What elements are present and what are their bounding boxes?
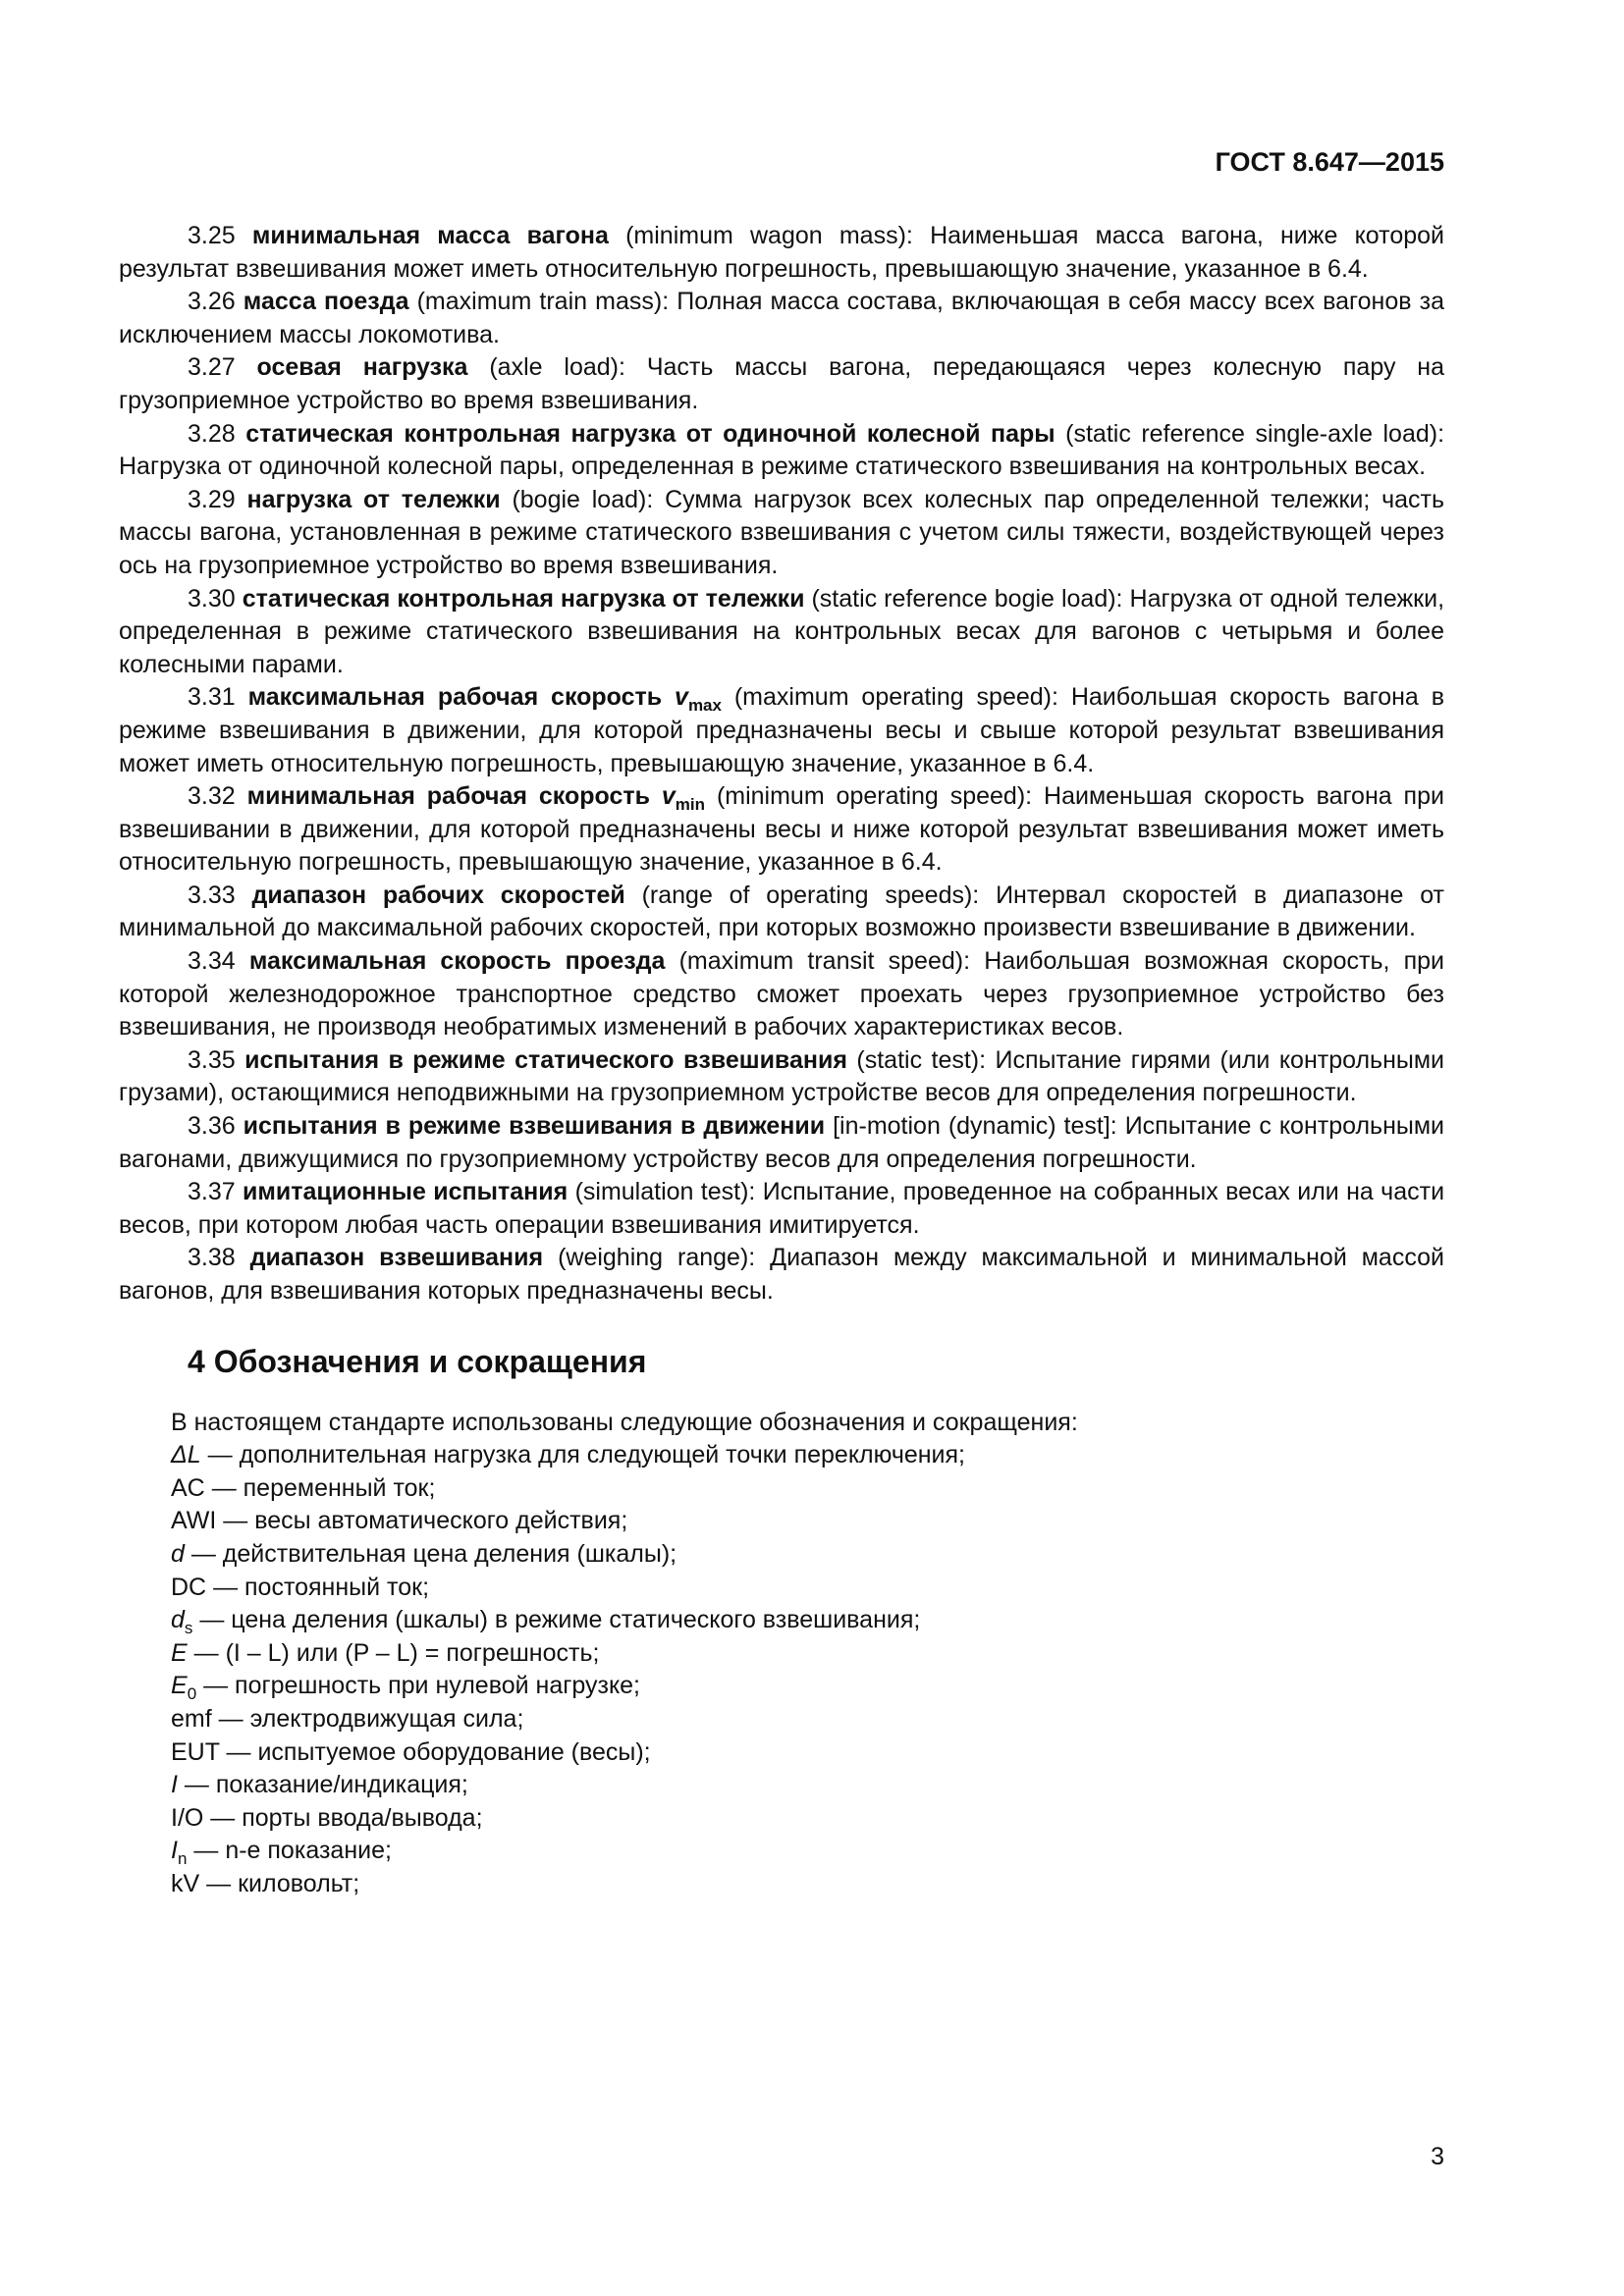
- abbreviation-item: [171, 1439, 1444, 1472]
- definition-text: Испытание, проведенное на собранных весах или на части весов, при котором любая часть операции взвешивания имитируется.: [119, 1178, 1445, 1239]
- abbreviation-description: — испытуемое оборудование (весы);: [226, 1737, 651, 1766]
- definition-3-34: [119, 945, 1444, 1044]
- definition-term: диапазон рабочих скоростей: [251, 881, 625, 909]
- abbreviation-symbol: d: [171, 1539, 185, 1568]
- definition-number: 3.28: [188, 419, 236, 448]
- definition-3-26: [119, 286, 1444, 351]
- definition-term: диапазон взвешивания: [249, 1244, 544, 1272]
- definition-3-31: [119, 681, 1444, 780]
- abbreviation-symbol: emf: [171, 1704, 212, 1733]
- abbreviation-description: — весы автоматического действия;: [223, 1507, 628, 1535]
- definition-term: статическая контрольная нагрузка от тележки: [242, 584, 805, 613]
- definition-english: (maximum transit speed):: [678, 947, 971, 976]
- definition-3-35: [119, 1044, 1444, 1110]
- definition-text: Наибольшая скорость вагона в режиме взвешивания в движении, для которой предназначены весы и свыше которой результат взвешивания может иметь относительную погрешность, превышающую значение, указанное в 6.4.: [119, 683, 1444, 777]
- abbreviation-description: — киловольт;: [206, 1869, 360, 1897]
- definition-term: минимальная масса вагона: [251, 222, 609, 249]
- definition-term: максимальная рабочая скорость: [247, 683, 663, 712]
- abbreviation-description: — цена деления (шкалы) в режиме статического взвешивания;: [199, 1606, 921, 1634]
- definition-term: осевая нагрузка: [256, 353, 468, 382]
- abbreviation-item: [171, 1835, 1444, 1868]
- definition-number: 3.33: [188, 881, 236, 909]
- abbreviation-subscript: s: [184, 1619, 193, 1638]
- abbreviation-symbol: I/O: [171, 1803, 204, 1832]
- abbreviation-item: [171, 1572, 1444, 1605]
- definition-english: (range of operating speeds):: [641, 881, 980, 909]
- definition-3-27: [119, 351, 1444, 417]
- abbreviation-item: [171, 1703, 1444, 1736]
- abbreviation-symbol: DC: [171, 1573, 207, 1601]
- abbreviation-description: — дополнительная нагрузка для следующей точки переключения;: [207, 1441, 966, 1469]
- definition-text: Наибольшая возможная скорость, при которой железнодорожное транспортное средство сможет проехать через грузоприемное устройство без взвешивания, не производя необратимых изменений в рабочих характеристиках весов.: [119, 947, 1445, 1041]
- abbreviation-description: — (I – L) или (P – L) = погрешность;: [193, 1638, 600, 1667]
- abbreviation-description: — показание/индикация;: [184, 1771, 468, 1799]
- definition-3-38: [119, 1242, 1444, 1308]
- abbreviation-item: [171, 1505, 1444, 1538]
- section-4-intro: В настоящем стандарте использованы следующие обозначения и сокращения:: [171, 1408, 1078, 1436]
- definition-english: (axle load):: [489, 353, 625, 382]
- page-number: 3: [1431, 2143, 1444, 2170]
- abbreviation-item: [171, 1736, 1444, 1770]
- definition-3-37: [119, 1176, 1444, 1242]
- section-4-title: 4 Обозначения и сокращения: [188, 1343, 647, 1379]
- definition-english: (bogie load):: [512, 485, 654, 513]
- definition-english: (static reference single-axle load):: [1065, 419, 1445, 448]
- definition-number: 3.25: [188, 222, 236, 249]
- abbreviation-symbol: E: [171, 1672, 188, 1700]
- definition-term: минимальная рабочая скорость: [246, 782, 650, 811]
- abbreviation-description: — погрешность при нулевой нагрузке;: [203, 1672, 641, 1700]
- definition-text: Нагрузка от одной тележки, определенная в режиме статического взвешивания на контрольных весах для вагонов с четырьмя и более колесными парами.: [119, 584, 1445, 678]
- definition-3-33: [119, 880, 1444, 945]
- abbreviation-symbol: EUT: [171, 1737, 220, 1766]
- abbreviation-item: [171, 1637, 1444, 1671]
- definition-text: Диапазон между максимальной и минимальной массой вагонов, для взвешивания которых предназначены весы.: [119, 1244, 1444, 1305]
- abbreviation-description: — порты ввода/вывода;: [210, 1803, 483, 1832]
- abbreviation-item: [171, 1604, 1444, 1637]
- abbreviation-item: [171, 1472, 1444, 1506]
- definition-term: максимальная скорость проезда: [248, 947, 666, 976]
- definition-number: 3.35: [188, 1045, 236, 1074]
- definition-text: Интервал скоростей в диапазоне от минимальной до максимальной рабочих скоростей, при которых возможно произвести взвешивание в движении.: [119, 881, 1444, 942]
- definition-number: 3.38: [188, 1244, 236, 1272]
- definition-number: 3.26: [188, 288, 236, 316]
- abbreviation-item: [171, 1868, 1444, 1901]
- definition-term: испытания в режиме статического взвешивания: [244, 1045, 847, 1074]
- definition-term: имитационные испытания: [243, 1178, 568, 1206]
- abbreviation-symbol: E: [171, 1638, 188, 1667]
- definition-number: 3.30: [188, 584, 236, 613]
- definition-3-30: [119, 583, 1444, 682]
- abbreviation-symbol: AC: [171, 1473, 205, 1502]
- definition-term: масса поезда: [243, 288, 409, 316]
- definition-3-25: [119, 220, 1444, 286]
- abbreviation-description: — n-е показание;: [193, 1837, 392, 1865]
- abbreviation-subscript: n: [177, 1849, 188, 1869]
- definition-text: Испытание гирями (или контрольными грузами), остающимися неподвижными на грузоприемном устройстве весов для определения погрешности.: [119, 1045, 1444, 1107]
- definition-text: Часть массы вагона, передающаяся через колесную пару на грузоприемное устройство во время взвешивания.: [119, 353, 1445, 414]
- abbreviation-symbol: ΔL: [171, 1441, 201, 1469]
- definition-number: 3.32: [188, 782, 236, 811]
- definition-english: (static test):: [856, 1045, 987, 1074]
- speed-symbol: v: [661, 782, 676, 811]
- abbreviation-item: [171, 1802, 1444, 1836]
- speed-symbol-subscript: min: [675, 795, 706, 815]
- definition-number: 3.31: [188, 683, 236, 712]
- definition-text: Сумма нагрузок всех колесных пар определенной тележки; часть массы вагона, установленная в режиме статического взвешивания с учетом силы тяжести, воздействующей через ось на грузоприемное устройство во время взвешивания.: [119, 485, 1445, 579]
- speed-symbol: v: [675, 683, 688, 712]
- definition-text: Нагрузка от одиночной колесной пары, определенная в режиме статического взвешивания на контрольных весах.: [119, 453, 1427, 481]
- definition-number: 3.34: [188, 947, 236, 976]
- page-body: [119, 220, 1444, 1901]
- definition-number: 3.29: [188, 485, 236, 513]
- definition-number: 3.27: [188, 353, 236, 382]
- definition-3-28: [119, 418, 1444, 484]
- abbreviation-description: — переменный ток;: [211, 1473, 436, 1502]
- abbreviation-symbol: kV: [171, 1869, 200, 1897]
- definition-english: [in-motion (dynamic) test]:: [833, 1112, 1117, 1141]
- abbreviation-symbol: I: [171, 1771, 178, 1799]
- abbreviation-item: [171, 1538, 1444, 1572]
- standard-header: ГОСТ 8.647—2015: [1215, 147, 1444, 177]
- definition-3-29: [119, 484, 1444, 583]
- abbreviation-symbol: d: [171, 1606, 185, 1634]
- definition-english: (minimum operating speed):: [716, 782, 1033, 811]
- definition-text: Наименьшая скорость вагона при взвешивании в движении, для которой предназначены весы и ниже которой результат взвешивания может иметь относительную погрешность, превышающую значение, указанное в 6.4.: [119, 782, 1444, 877]
- speed-symbol-subscript: max: [687, 696, 722, 716]
- definition-english: (maximum train mass):: [416, 288, 670, 316]
- definition-english: (weighing range):: [558, 1244, 756, 1272]
- abbreviation-description: — электродвижущая сила;: [218, 1704, 524, 1733]
- definition-text: Наименьшая масса вагона, ниже которой результат взвешивания может иметь относительную погрешность, превышающую значение, указанное в 6.4.: [119, 222, 1445, 283]
- definition-term: нагрузка от тележки: [246, 485, 501, 513]
- definition-3-32: [119, 780, 1444, 880]
- definition-english: (minimum wagon mass):: [625, 222, 913, 249]
- abbreviation-description: — действительная цена деления (шкалы);: [190, 1539, 677, 1568]
- definition-english: (simulation test):: [574, 1178, 756, 1206]
- definition-english: (maximum operating speed):: [733, 683, 1058, 712]
- definition-term: испытания в режиме взвешивания в движении: [243, 1112, 826, 1141]
- definition-text: Испытание с контрольными вагонами, движущимися по грузоприемному устройству весов для определения погрешности.: [119, 1112, 1445, 1173]
- definition-text: Полная масса состава, включающая в себя массу всех вагонов за исключением массы локомотива.: [119, 288, 1444, 348]
- abbreviation-item: [171, 1670, 1444, 1703]
- abbreviation-subscript: 0: [187, 1684, 197, 1704]
- definition-number: 3.37: [188, 1178, 236, 1206]
- abbreviation-item: [171, 1769, 1444, 1802]
- definition-english: (static reference bogie load):: [811, 584, 1123, 613]
- abbreviation-symbol: I: [171, 1837, 178, 1865]
- definition-3-36: [119, 1110, 1444, 1176]
- abbreviation-description: — постоянный ток;: [213, 1573, 430, 1601]
- abbreviation-symbol: AWI: [171, 1507, 217, 1535]
- definition-term: статическая контрольная нагрузка от одиночной колесной пары: [245, 419, 1056, 448]
- definition-number: 3.36: [188, 1112, 236, 1141]
